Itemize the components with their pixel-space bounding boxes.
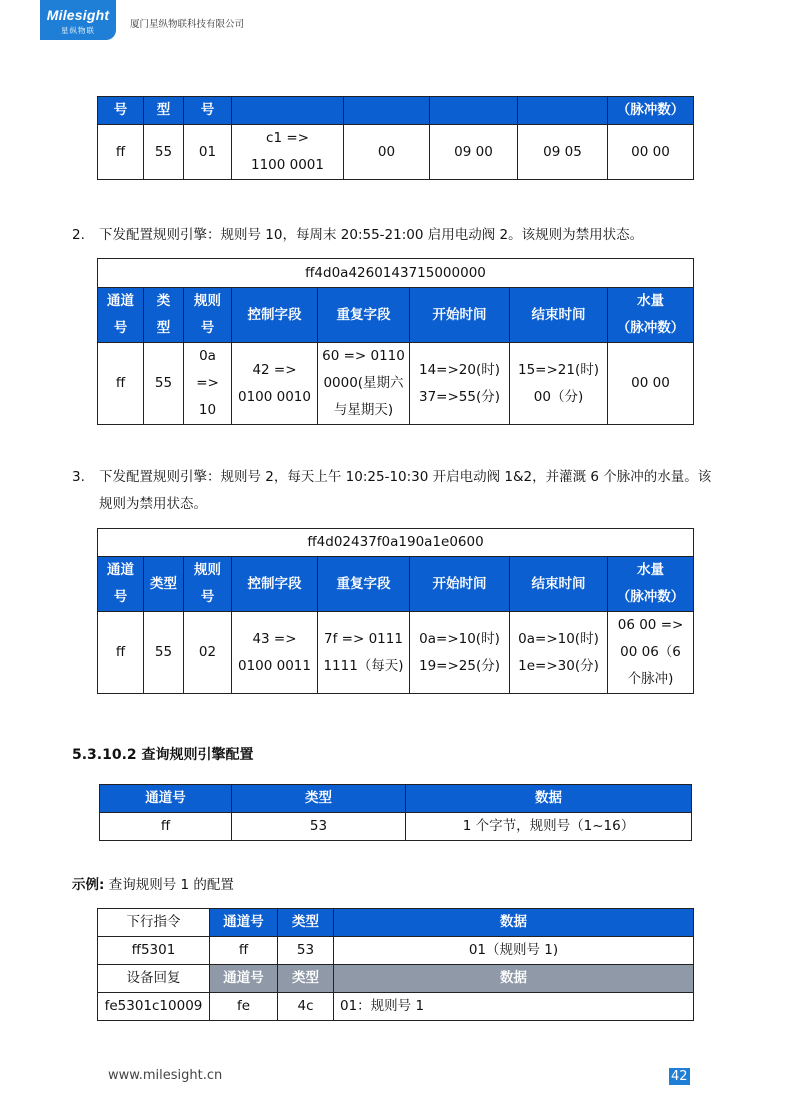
down-label-cell: 下行指令 (98, 909, 210, 937)
header-cell: 通道 号 (98, 288, 144, 343)
data-cell: 42 => 0100 0010 (232, 343, 318, 425)
query-format-table (99, 784, 692, 841)
header-cell: 开始时间 (410, 288, 510, 343)
data-cell: 00 00 (608, 125, 694, 180)
example-query-table (97, 908, 694, 1021)
milesight-logo (40, 0, 116, 40)
header-cell: 通道 号 (98, 557, 144, 612)
data-cell: 06 00 => 00 06（6 个脉冲) (608, 612, 694, 694)
data-cell: 0a=>10(时) 1e=>30(分) (510, 612, 608, 694)
data-cell: 43 => 0100 0011 (232, 612, 318, 694)
header-cell: 重复字段 (318, 557, 410, 612)
data-cell: 0a=>10(时) 19=>25(分) (410, 612, 510, 694)
header-cell: （脉冲数） (608, 97, 694, 125)
data-cell: ff (100, 813, 232, 841)
data-cell: 01 (184, 125, 232, 180)
data-cell: 60 => 0110 0000(星期六 与星期天) (318, 343, 410, 425)
data-cell: 14=>20(时) 37=>55(分) (410, 343, 510, 425)
header-cell: 重复字段 (318, 288, 410, 343)
logo-subtext: 星纵物联 (61, 26, 95, 35)
header-cell: 水量 （脉冲数） (608, 557, 694, 612)
header-cell (344, 97, 430, 125)
up-value-cell: fe5301c10009 (98, 993, 210, 1021)
header-cell: 结束时间 (510, 288, 608, 343)
example-text: 查询规则号 1 的配置 (108, 877, 234, 893)
item-number: 2. (72, 227, 85, 243)
data-cell: c1 => 1100 0001 (232, 125, 344, 180)
header-cell: 规则 号 (184, 557, 232, 612)
header-cell (518, 97, 608, 125)
footer-url[interactable]: www.milesight.cn (108, 1068, 223, 1083)
header-cell (232, 97, 344, 125)
data-cell: ff (210, 937, 278, 965)
example-line (72, 873, 234, 893)
header-cell: 型 (144, 97, 184, 125)
down-value-cell: ff5301 (98, 937, 210, 965)
item-text-line1: 下发配置规则引擎：规则号 2，每天上午 10:25-10:30 开启电动阀 1&2，并灌溉 6 个脉冲的水量。该 (99, 469, 712, 485)
item3-paragraph (72, 463, 732, 519)
header-cell: 开始时间 (410, 557, 510, 612)
example2-table (97, 258, 694, 425)
data-cell: 00 (344, 125, 430, 180)
data-cell: 1 个字节，规则号（1~16） (406, 813, 692, 841)
data-cell: 4c (278, 993, 334, 1021)
up-label-cell: 设备回复 (98, 965, 210, 993)
company-name: 厦门星纵物联科技有限公司 (130, 19, 245, 30)
command-cell: ff4d02437f0a190a1e0600 (98, 529, 694, 557)
data-cell: 55 (144, 125, 184, 180)
data-cell: ff (98, 343, 144, 425)
data-cell: fe (210, 993, 278, 1021)
header-cell: 水量 （脉冲数） (608, 288, 694, 343)
data-cell: 53 (232, 813, 406, 841)
example3-table (97, 528, 694, 694)
data-cell: 09 05 (518, 125, 608, 180)
data-cell: 01：规则号 1 (334, 993, 694, 1021)
header-cell: 数据 (334, 909, 694, 937)
data-cell: ff (98, 125, 144, 180)
header-cell: 通道号 (210, 965, 278, 993)
header-cell: 规则 号 (184, 288, 232, 343)
data-cell: 7f => 0111 1111（每天) (318, 612, 410, 694)
item-text-line2: 规则为禁用状态。 (99, 496, 207, 512)
header-cell: 类型 (278, 965, 334, 993)
item-number: 3. (72, 469, 85, 485)
data-cell: 02 (184, 612, 232, 694)
header-cell: 类型 (278, 909, 334, 937)
header-cell: 通道号 (210, 909, 278, 937)
header-cell: 数据 (334, 965, 694, 993)
header-cell: 控制字段 (232, 288, 318, 343)
header-cell (430, 97, 518, 125)
header-cell: 数据 (406, 785, 692, 813)
section-heading: 5.3.10.2 查询规则引擎配置 (72, 747, 254, 763)
data-cell: 00 00 (608, 343, 694, 425)
item-text: 下发配置规则引擎：规则号 10，每周末 20:55-21:00 启用电动阀 2。该规则为禁用状态。 (99, 227, 644, 243)
example-label: 示例: (72, 877, 105, 893)
header-cell: 控制字段 (232, 557, 318, 612)
data-cell: 0a => 10 (184, 343, 232, 425)
example1-table-continued (97, 96, 694, 180)
data-cell: 01（规则号 1) (334, 937, 694, 965)
header-cell: 类型 (232, 785, 406, 813)
logo-text: Milesight (46, 7, 110, 23)
header-cell: 号 (98, 97, 144, 125)
data-cell: 55 (144, 612, 184, 694)
data-cell: 09 00 (430, 125, 518, 180)
header-cell: 类型 (144, 557, 184, 612)
command-cell: ff4d0a4260143715000000 (98, 259, 694, 288)
data-cell: 55 (144, 343, 184, 425)
header-cell: 号 (184, 97, 232, 125)
header-cell: 类 型 (144, 288, 184, 343)
data-cell: 53 (278, 937, 334, 965)
header-cell: 通道号 (100, 785, 232, 813)
data-cell: 15=>21(时) 00（分) (510, 343, 608, 425)
page-number: 42 (671, 1069, 688, 1084)
data-cell: ff (98, 612, 144, 694)
header-cell: 结束时间 (510, 557, 608, 612)
